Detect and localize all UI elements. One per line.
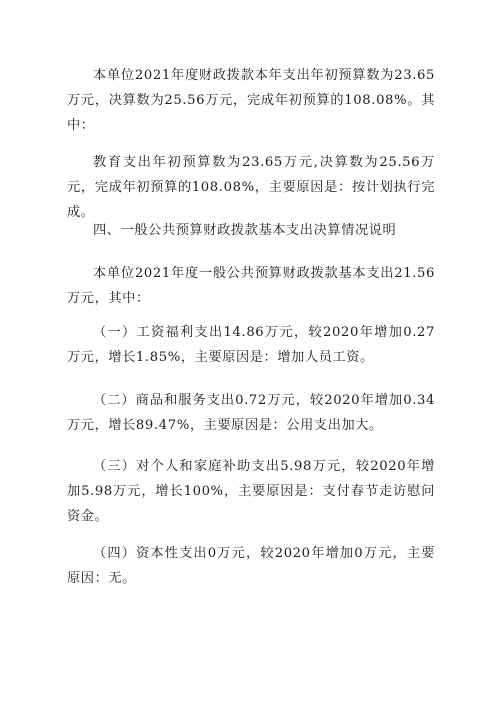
paragraph-goods-services: （二）商品和服务支出0.72万元，较2020年增加0.34万元，增长89.47%，主要原因是：公用支出加大。 [67,393,435,433]
paragraph-basic-expense-total: 本单位2021年度一般公共预算财政拨款基本支出21.56万元，其中： [67,266,435,306]
paragraph-education-expense: 教育支出年初预算数为23.65万元,决算数为25.56万元，完成年初预算的108.08%，主要原因是：按计划执行完成。 [67,155,435,220]
paragraph-household-subsidy: （三）对个人和家庭补助支出5.98万元，较2020年增加5.98万元，增长100%，主要原因是：支付春节走访慰问资金。 [67,459,435,524]
section-heading-basic-expense: 四、一般公共预算财政拨款基本支出决算情况说明 [93,223,397,238]
paragraph-salary-welfare: （一）工资福利支出14.86万元，较2020年增加0.27万元，增长1.85%，主要原因是：增加人员工资。 [67,325,435,365]
paragraph-capital-expense: （四）资本性支出0万元，较2020年增加0万元，主要原因：无。 [67,546,435,586]
paragraph-budget-summary: 本单位2021年度财政拨款本年支出年初预算数为23.65万元，决算数为25.56万元，完成年初预算的108.08%。其中： [67,68,435,133]
